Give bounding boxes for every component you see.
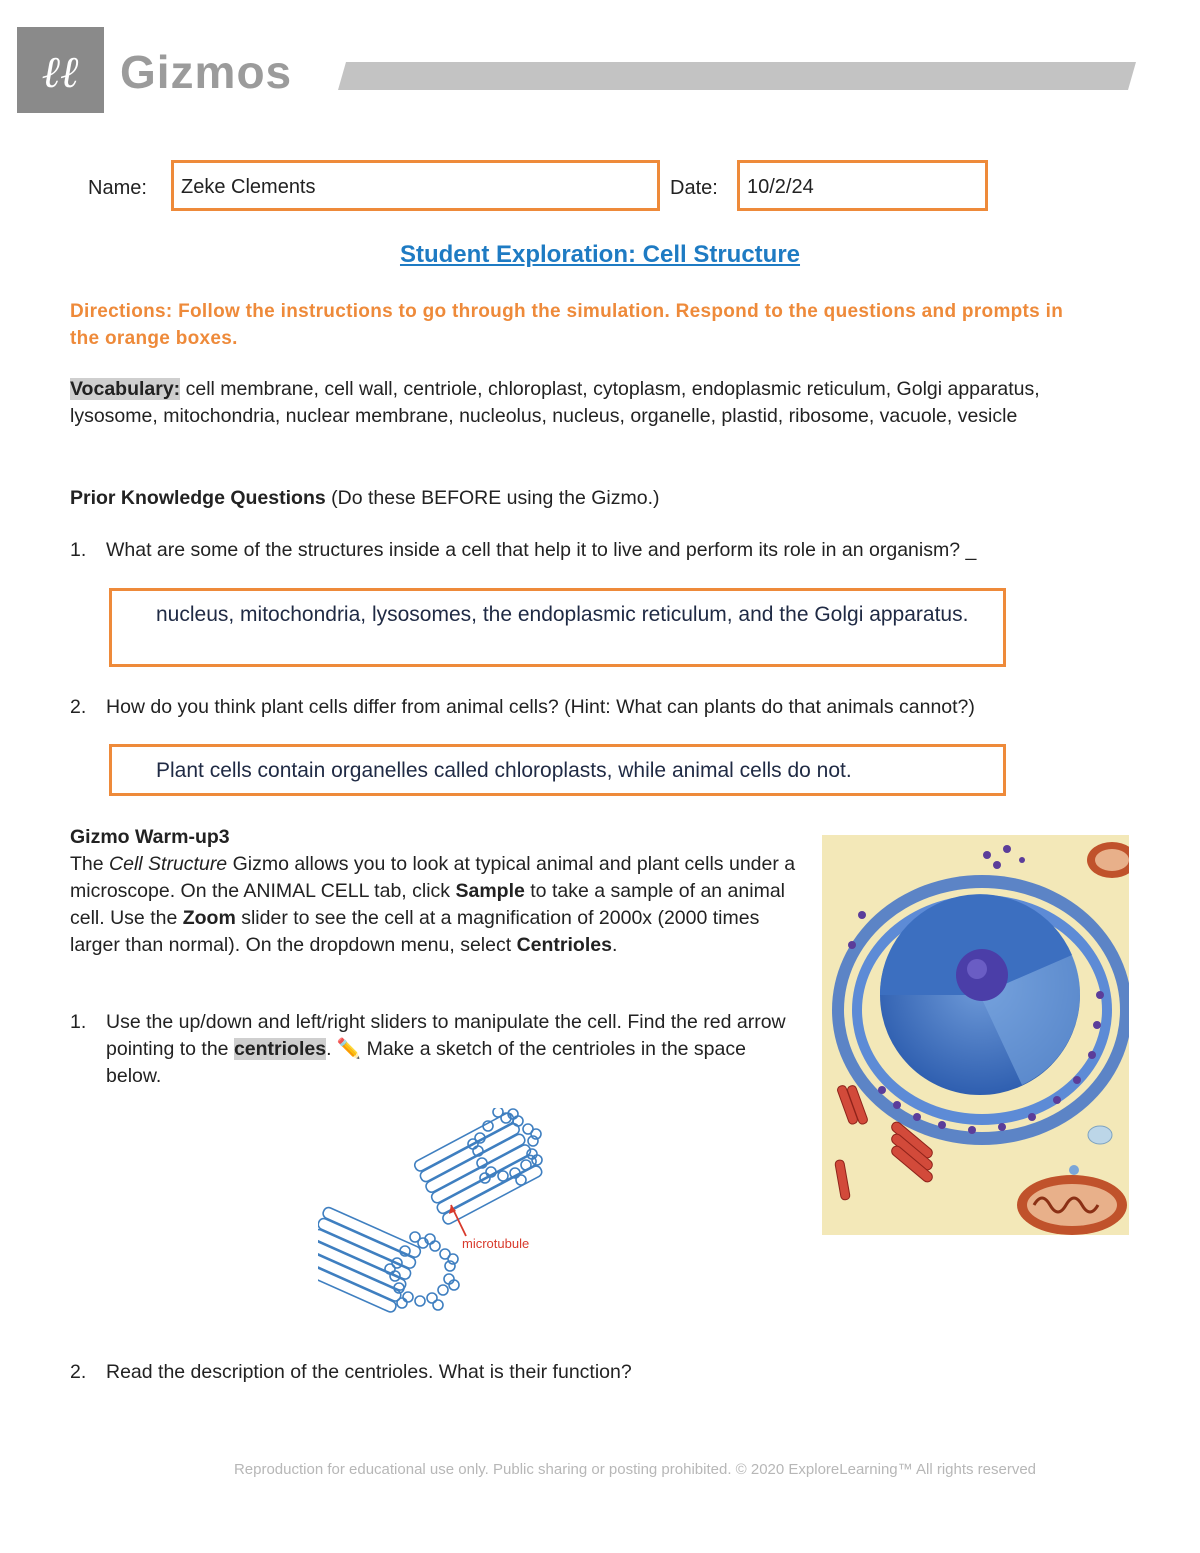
- warmup-text: Gizmo allows you to look at typical animal and plant cells under a microscope. On the ANIMAL CELL tab, click: [70, 853, 796, 902]
- prior-question-2: [70, 694, 1090, 721]
- prior-heading-text: Prior Knowledge Questions: [70, 487, 326, 509]
- question-text: Read the description of the centrioles. What is their function?: [106, 1361, 632, 1383]
- vocabulary-label: Vocabulary:: [70, 378, 181, 400]
- question-number: 2.: [70, 1361, 87, 1383]
- warmup-paragraph: [70, 851, 800, 959]
- centrioles-highlight: centrioles: [233, 1038, 327, 1060]
- warmup-question-1: [70, 1009, 795, 1090]
- prior-heading-note: (Do these BEFORE using the Gizmo.): [325, 487, 660, 509]
- question-number: 1.: [70, 539, 87, 561]
- logo-glyph: ℓℓ: [41, 47, 79, 98]
- warmup-text: slider to see the cell at a magnification of 2000x (2000 times larger than normal). On the dropdown menu, select: [70, 907, 760, 956]
- question-text: What are some of the structures inside a cell that help it to live and perform its role in an organism? _: [106, 539, 977, 561]
- vocabulary-list: cell membrane, cell wall, centriole, chloroplast, cytoplasm, endoplasmic reticulum, Golgi apparatus, lysosome, mitochondria, nuclear membrane, nucleolus, nucleus, organelle, plastid, ribosome, vacuole, vesicle: [70, 378, 1040, 427]
- centrioles-term: Centrioles: [516, 934, 612, 956]
- answer-box-1[interactable]: nucleus, mitochondria, lysosomes, the endoplasmic reticulum, and the Golgi apparatus.: [109, 588, 1006, 667]
- footer-copyright: Reproduction for educational use only. Public sharing or posting prohibited. © 2020 ExploreLearning™ All rights reserved: [233, 1461, 1037, 1478]
- name-field[interactable]: Zeke Clements: [171, 160, 660, 211]
- warmup-question-2: [70, 1359, 1070, 1386]
- name-label: Name:: [88, 177, 147, 199]
- warmup-text: .: [611, 934, 618, 956]
- vocabulary-paragraph: [70, 376, 1080, 430]
- warmup-text: to take a sample of an animal cell. Use the: [70, 880, 785, 929]
- question-text: . ✏️ Make a sketch of the centrioles in the space below.: [106, 1038, 746, 1087]
- gizmo-name: Cell Structure: [109, 853, 228, 875]
- prior-question-1: [70, 537, 1090, 564]
- question-text: Use the up/down and left/right sliders to manipulate the cell. Find the red arrow pointing to the: [106, 1011, 786, 1060]
- question-number: 1.: [70, 1011, 87, 1033]
- microtubule-label: microtubule: [462, 1236, 530, 1251]
- directions-text: Directions: Follow the instructions to go through the simulation. Respond to the questions and prompts in the orange boxes.: [70, 301, 1064, 349]
- date-label: Date:: [670, 177, 718, 199]
- animal-cell-illustration: [822, 835, 1129, 1235]
- zoom-term: Zoom: [182, 907, 236, 929]
- page-title: Student Exploration: Cell Structure: [399, 241, 801, 268]
- brand-name: Gizmos: [120, 46, 293, 98]
- centriole-drawing: [318, 1108, 558, 1323]
- warmup-text: The: [70, 853, 110, 875]
- header-bar: [338, 62, 1136, 90]
- question-text: How do you think plant cells differ from animal cells? (Hint: What can plants do that animals cannot?): [106, 696, 975, 718]
- sample-term: Sample: [455, 880, 525, 902]
- question-number: 2.: [70, 696, 87, 718]
- prior-knowledge-heading: [70, 485, 1080, 512]
- answer-box-2[interactable]: Plant cells contain organelles called chloroplasts, while animal cells do not.: [109, 744, 1006, 796]
- warmup-heading: Gizmo Warm-up3: [70, 826, 230, 848]
- centriole-sketch: [318, 1108, 558, 1323]
- date-field[interactable]: 10/2/24: [737, 160, 988, 211]
- gizmos-logo-icon: [17, 27, 104, 113]
